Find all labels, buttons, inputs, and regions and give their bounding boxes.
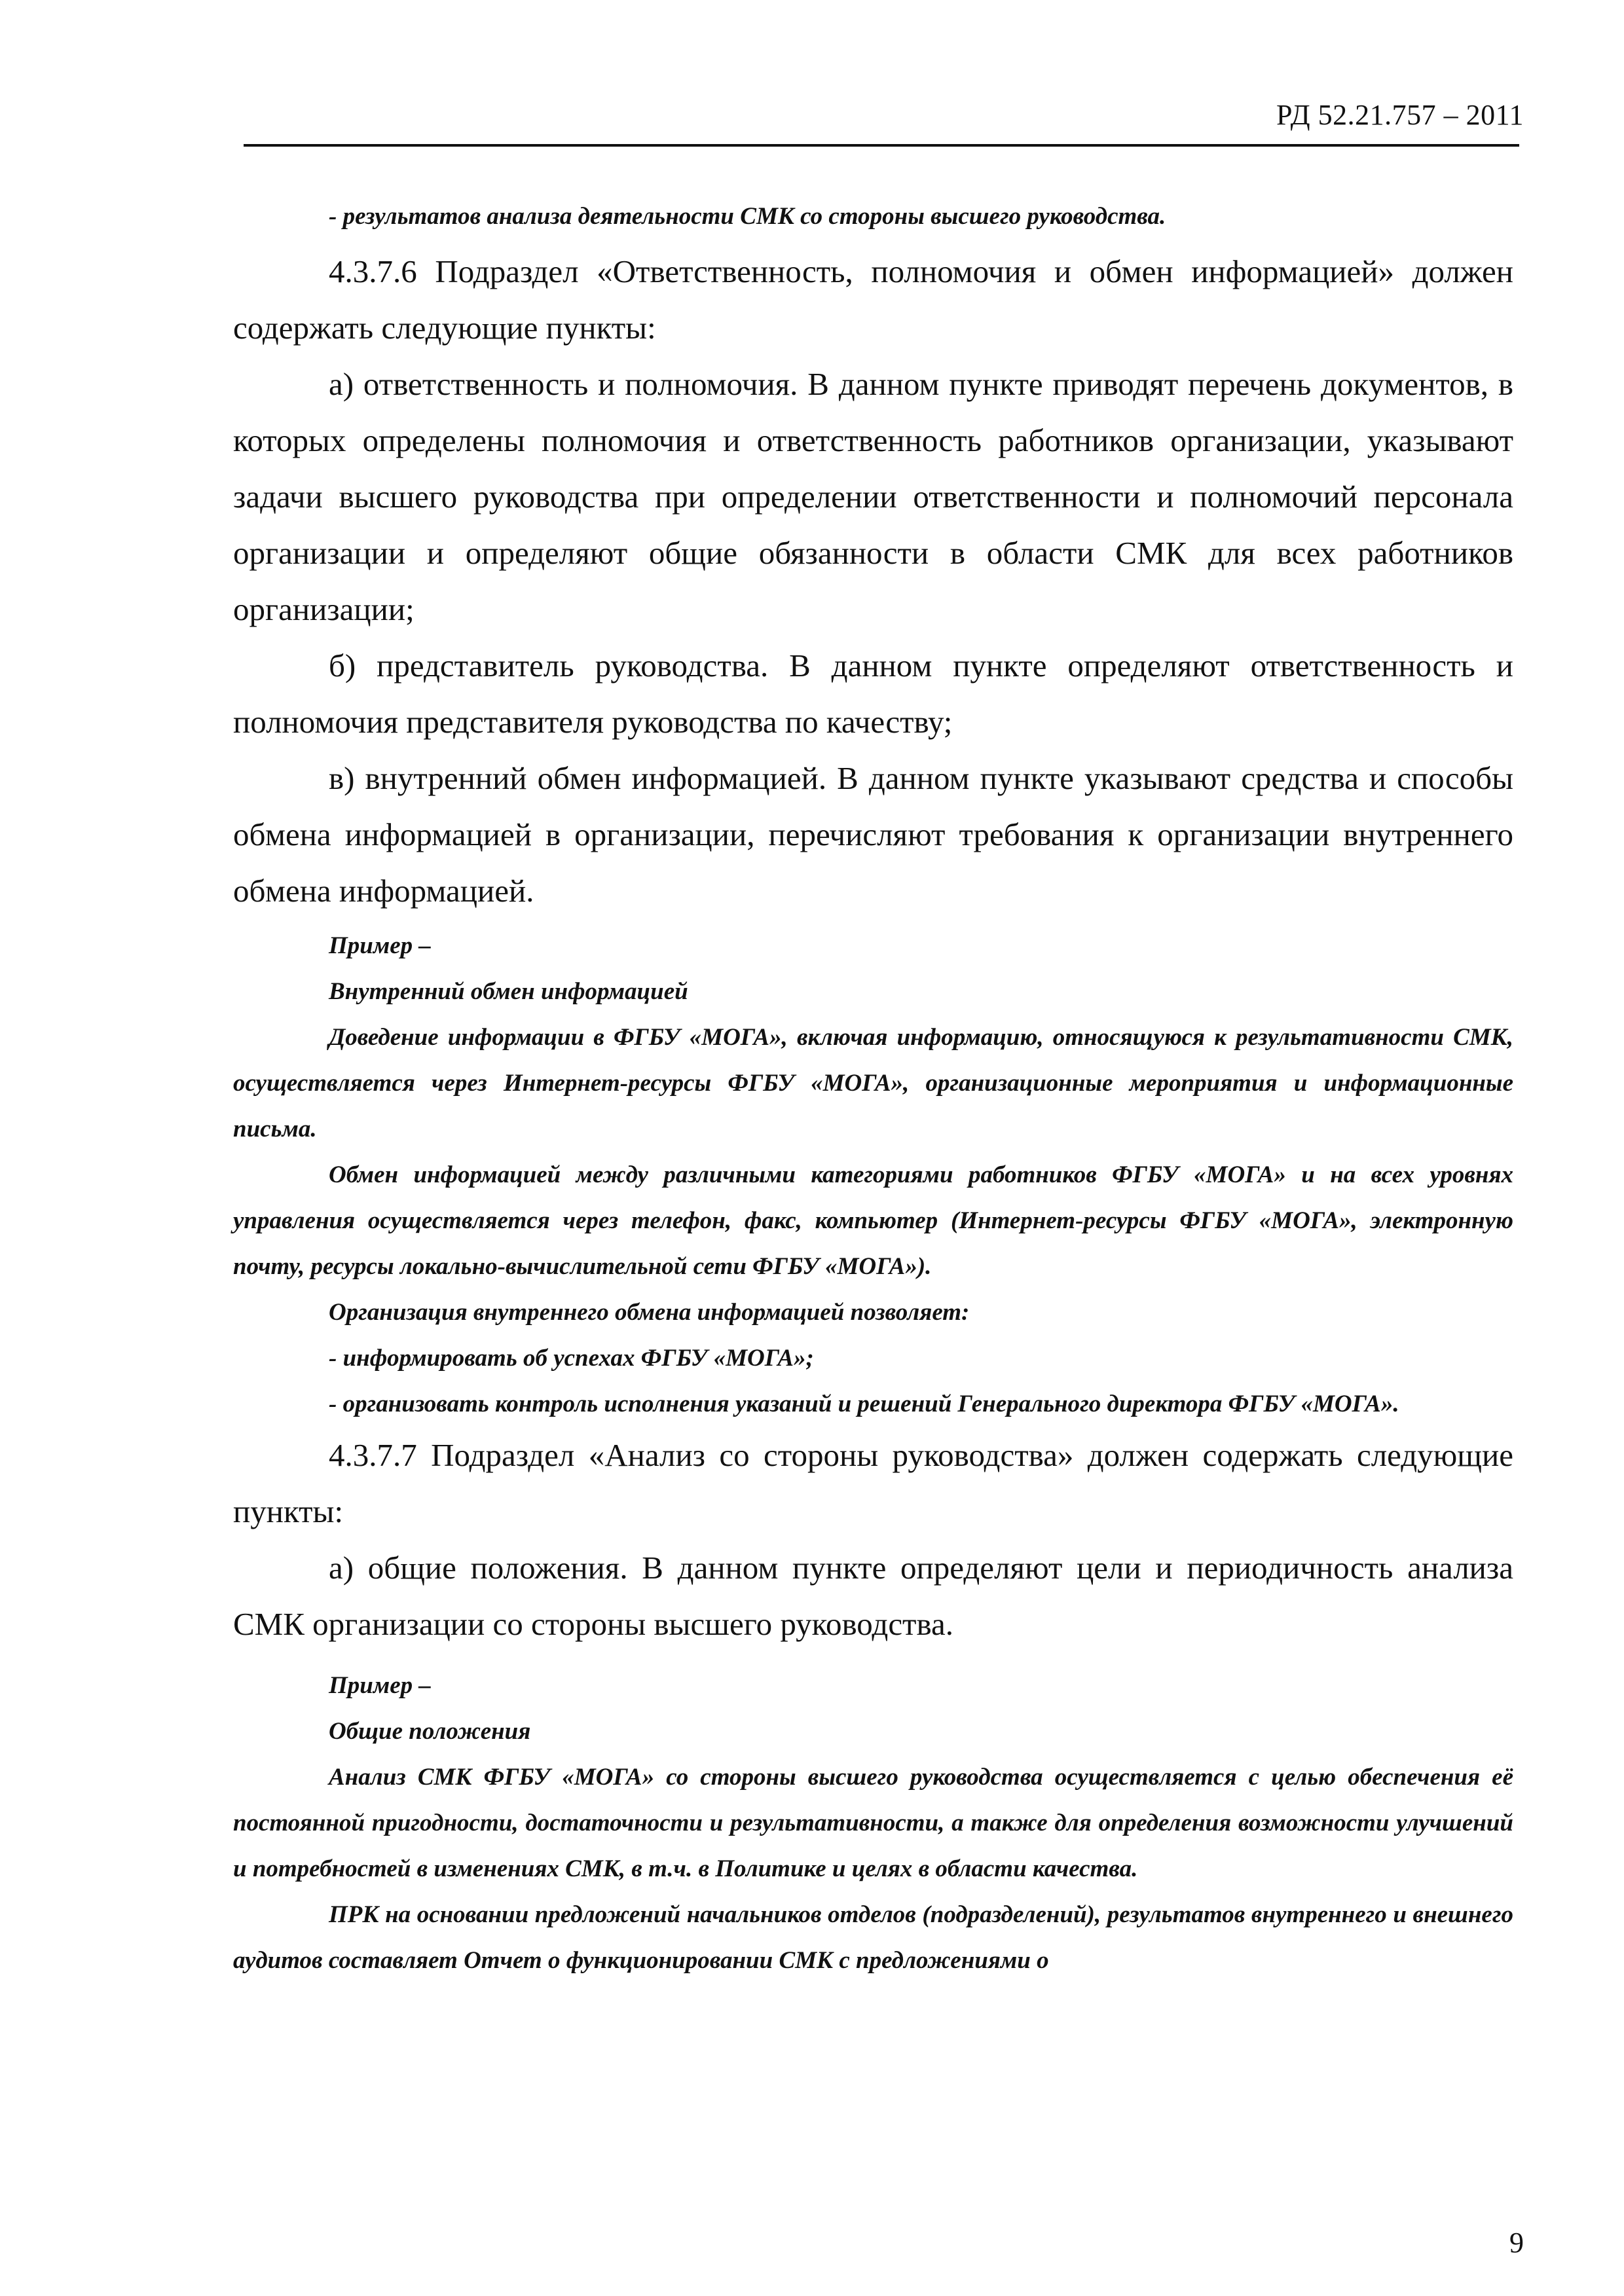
section-4-3-7-7-intro: 4.3.7.7 Подраздел «Анализ со стороны руководства» должен содержать следующие пункты: <box>233 1437 1513 1529</box>
example-list-item: - организовать контроль исполнения указаний и решений Генерального директора ФГБУ «МОГА». <box>329 1391 1399 1417</box>
document-code: РД 52.21.757 – 2011 <box>1276 99 1524 131</box>
item-c-internal-communication: в) внутренний обмен информацией. В данном пункте указывают средства и способы обмена информацией в организации, перечисляют требования к организации внутреннего обмена информацией. <box>233 760 1513 909</box>
page-number: 9 <box>1509 2227 1524 2259</box>
example-list-item: - результатов анализа деятельности СМК со стороны высшего руководства. <box>329 203 1166 230</box>
item-b-management-representative: б) представитель руководства. В данном пункте определяют ответственность и полномочия представителя руководства по качеству; <box>233 647 1513 740</box>
example-paragraph: Обмен информацией между различными категориями работников ФГБУ «МОГА» и на всех уровнях управления осуществляется через телефон, факс, компьютер (Интернет-ресурсы ФГБУ «МОГА», электронную почту, ресурсы локально-вычислительной сети ФГБУ «МОГА»). <box>233 1161 1513 1280</box>
example-paragraph: Организация внутреннего обмена информацией позволяет: <box>329 1299 970 1326</box>
example-paragraph: Доведение информации в ФГБУ «МОГА», включая информацию, относящуюся к результативности СМК, осуществляется через Интернет-ресурсы ФГБУ «МОГА», организационные мероприятия и информационные письма. <box>233 1024 1513 1142</box>
page-body <box>233 194 1513 1984</box>
item-a-general-provisions: а) общие положения. В данном пункте определяют цели и периодичность анализа СМК организации со стороны высшего руководства. <box>233 1550 1513 1642</box>
example-list-item: - информировать об успехах ФГБУ «МОГА»; <box>329 1345 814 1372</box>
example-paragraph: ПРК на основании предложений начальников отделов (подразделений), результатов внутреннего и внешнего аудитов составляет Отчет о функционировании СМК с предложениями о <box>233 1901 1513 1974</box>
example-heading: Общие положения <box>329 1718 531 1745</box>
section-4-3-7-6-intro: 4.3.7.6 Подраздел «Ответственность, полномочия и обмен информацией» должен содержать следующие пункты: <box>233 253 1513 346</box>
item-a-responsibility: а) ответственность и полномочия. В данном пункте приводят перечень документов, в которых определены полномочия и ответственность работников организации, указывают задачи высшего руководства при определении ответственности и полномочий персонала организации и определяют общие обязанности в области СМК для всех работников организации; <box>233 366 1513 627</box>
example-label: Пример – <box>329 932 431 959</box>
header-rule <box>244 144 1519 147</box>
example-heading: Внутренний обмен информацией <box>329 978 688 1005</box>
example-label: Пример – <box>329 1672 431 1699</box>
example-paragraph: Анализ СМК ФГБУ «МОГА» со стороны высшего руководства осуществляется с целью обеспечения её постоянной пригодности, достаточности и результативности, а также для определения возможности улучшений и потребностей в изменениях СМК, в т.ч. в Политике и целях в области качества. <box>233 1764 1513 1882</box>
